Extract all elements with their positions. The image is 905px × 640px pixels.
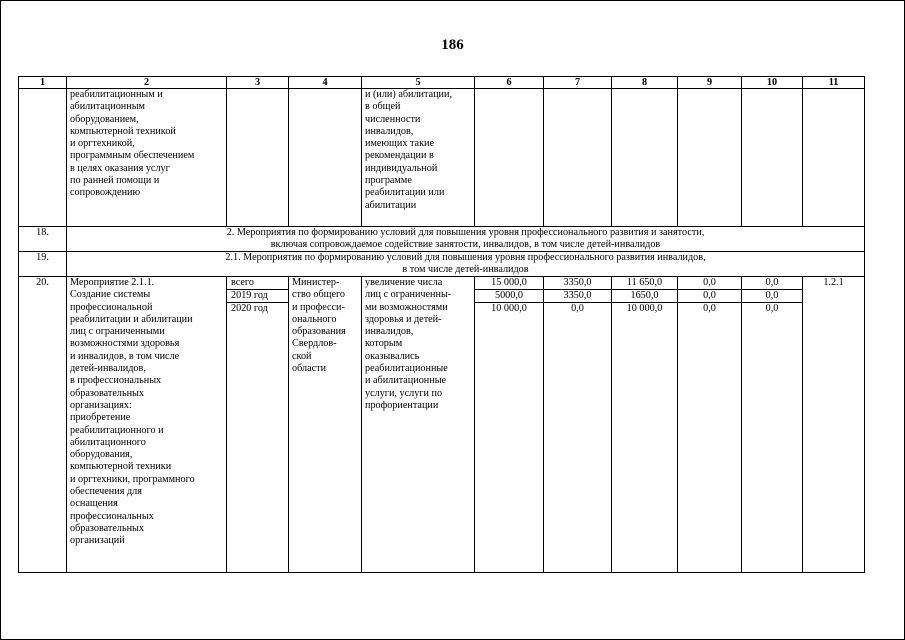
funding-value: 1650,0 <box>612 290 677 303</box>
funding-value: 0,0 <box>678 277 741 290</box>
col-header: 5 <box>362 77 475 89</box>
col-header: 9 <box>678 77 742 89</box>
section-row-19 <box>19 252 865 277</box>
subsection-heading: 2.1. Мероприятия по формированию условий для повышения уровня профессионального развития инвалидов, в том числе детей-инвалидов <box>67 252 865 277</box>
funding-regional-cell <box>612 277 678 573</box>
col-header: 8 <box>612 77 678 89</box>
col-header: 3 <box>227 77 289 89</box>
expected-result: увеличение числа лиц с ограниченны- ми возможностями здоровья и детей- инвалидов, которым оказывались реабилитационные и абилитационные услуги, услуги по профориентации <box>362 277 475 573</box>
program-table <box>18 76 865 573</box>
section-heading: 2. Мероприятия по формированию условий для повышения уровня профессионального развития и занятости, включая сопровождаемое содействие занятости, инвалидов, в том числе детей-инвалидов <box>67 227 865 252</box>
activity-row-20 <box>19 277 865 573</box>
target-indicator-ref: 1.2.1 <box>803 277 865 573</box>
funding-value: 3350,0 <box>544 290 611 303</box>
row-number: 20. <box>19 277 67 573</box>
continuation-row <box>19 89 865 227</box>
funding-other-cell <box>742 277 803 573</box>
page-number: 186 <box>441 37 464 53</box>
funding-value: 10 000,0 <box>626 303 663 314</box>
col-header: 6 <box>475 77 544 89</box>
funding-value: 0,0 <box>742 277 802 290</box>
funding-value: 0,0 <box>703 303 716 314</box>
period-2019: 2019 год <box>227 290 288 303</box>
funding-value: 10 000,0 <box>491 303 527 314</box>
col-header: 2 <box>67 77 227 89</box>
row-number: 18. <box>19 227 67 252</box>
period-total: всего <box>227 277 288 290</box>
col-header: 4 <box>289 77 362 89</box>
col-header: 1 <box>19 77 67 89</box>
funding-value: 0,0 <box>765 303 779 314</box>
row-number: 19. <box>19 252 67 277</box>
funding-total-cell <box>475 277 544 573</box>
funding-value: 3350,0 <box>544 277 611 290</box>
continuation-indicator: и (или) абилитации, в общей численности инвалидов, имеющих такие рекомендации в индивидуальной программе реабилитации или абилитации <box>362 89 475 227</box>
funding-value: 15 000,0 <box>475 277 543 290</box>
period-2020: 2020 год <box>231 303 268 314</box>
funding-value: 0,0 <box>571 303 584 314</box>
section-row-18 <box>19 227 865 252</box>
funding-local-cell <box>678 277 742 573</box>
funding-value: 11 650,0 <box>612 277 677 290</box>
col-header: 10 <box>742 77 803 89</box>
funding-value: 0,0 <box>742 290 802 303</box>
activity-description: Мероприятие 2.1.1. Создание системы профессиональной реабилитации и абилитации лиц с ограниченными возможностями здоровья и инвалидов, в том числе детей-инвалидов, в профессиональных образовательных организациях: приобретение реабилитационного и абилитационного оборудования, компьютерной техники и оргтехники, программного обеспечения для оснащения профессиональных образовательных организаций <box>67 277 227 573</box>
continuation-description: реабилитационным и абилитационным оборудованием, компьютерной техникой и оргтехникой, программным обеспечением в целях оказания услуг по ранней помощи и сопровождению <box>67 89 227 227</box>
col-header: 7 <box>544 77 612 89</box>
funding-value: 0,0 <box>678 290 741 303</box>
column-number-row <box>19 77 865 89</box>
responsible-executor: Министер- ство общего и професси- онального образования Свердлов- ской области <box>289 277 362 573</box>
funding-value: 5000,0 <box>475 290 543 303</box>
col-header: 11 <box>803 77 865 89</box>
funding-federal-cell <box>544 277 612 573</box>
period-cell <box>227 277 289 573</box>
